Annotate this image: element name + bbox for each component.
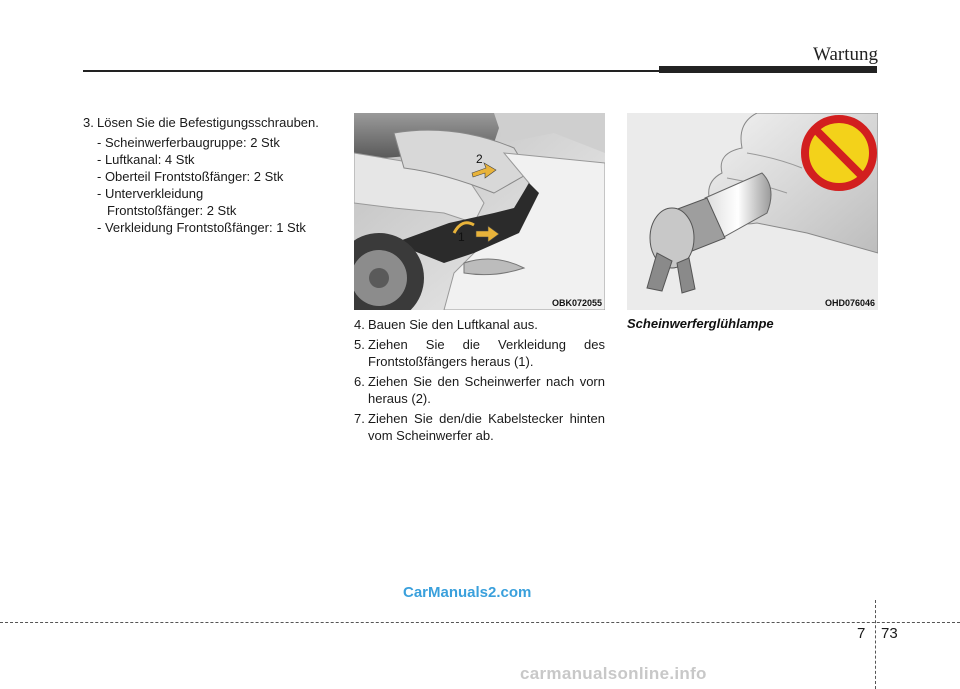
- footer-rule: [0, 622, 960, 623]
- bulb-handling-illustration: [627, 113, 878, 310]
- watermark-link[interactable]: CarManuals2.com: [403, 584, 532, 601]
- step-6: [354, 373, 605, 407]
- step-text: Ziehen Sie den Scheinwerfer nach vorn heraus (2).: [368, 374, 605, 406]
- figure-code: OHD076046: [824, 298, 875, 308]
- section-title: Wartung: [813, 44, 878, 65]
- step-text: Ziehen Sie die Verkleidung des Frontstoßfängers heraus (1).: [368, 337, 605, 369]
- step-list: [354, 316, 605, 447]
- removal-instructions: [83, 114, 341, 236]
- figure-code: OBK072055: [551, 298, 602, 308]
- callout-2: 2: [476, 152, 483, 166]
- step-7: [354, 410, 605, 444]
- figure-caption: Scheinwerferglühlampe: [627, 316, 774, 331]
- bulb-drawing: [627, 113, 878, 310]
- page-number: 73: [881, 625, 898, 642]
- subitem-undercover: - Unterverkleidung: [97, 186, 204, 201]
- step-5: [354, 336, 605, 370]
- step-text: Ziehen Sie den/die Kabelstecker hinten vom Scheinwerfer ab.: [368, 411, 605, 443]
- step-text: Lösen Sie die Befestigungsschrauben.: [97, 115, 319, 130]
- bumper-removal-illustration: [354, 113, 605, 310]
- step-number: 3.: [83, 115, 94, 130]
- step-number: 6.: [354, 374, 365, 389]
- bottom-watermark: carmanualsonline.info: [520, 664, 707, 683]
- step-3: [83, 114, 341, 131]
- subitem-undercover-cont: Frontstoßfänger: 2 Stk: [107, 203, 237, 218]
- step-number: 5.: [354, 337, 365, 352]
- car-front-drawing: [354, 113, 605, 310]
- header-rule: [83, 70, 659, 72]
- subitem-bumper-top: - Oberteil Frontstoßfänger: 2 Stk: [97, 169, 284, 184]
- step-number: 7.: [354, 411, 365, 426]
- step-number: 4.: [354, 317, 365, 332]
- step-4: [354, 316, 605, 333]
- subitem-bumper-cover: - Verkleidung Frontstoßfänger: 1 Stk: [97, 220, 306, 235]
- header-rule-bar: [659, 66, 877, 73]
- step-text: Bauen Sie den Luftkanal aus.: [368, 317, 538, 332]
- footer-divider: [875, 600, 876, 689]
- subitem-headlamp: - Scheinwerferbaugruppe: 2 Stk: [97, 135, 280, 150]
- callout-1: 1: [458, 230, 465, 244]
- subitem-air-duct: - Luftkanal: 4 Stk: [97, 152, 195, 167]
- chapter-number: 7: [857, 625, 866, 642]
